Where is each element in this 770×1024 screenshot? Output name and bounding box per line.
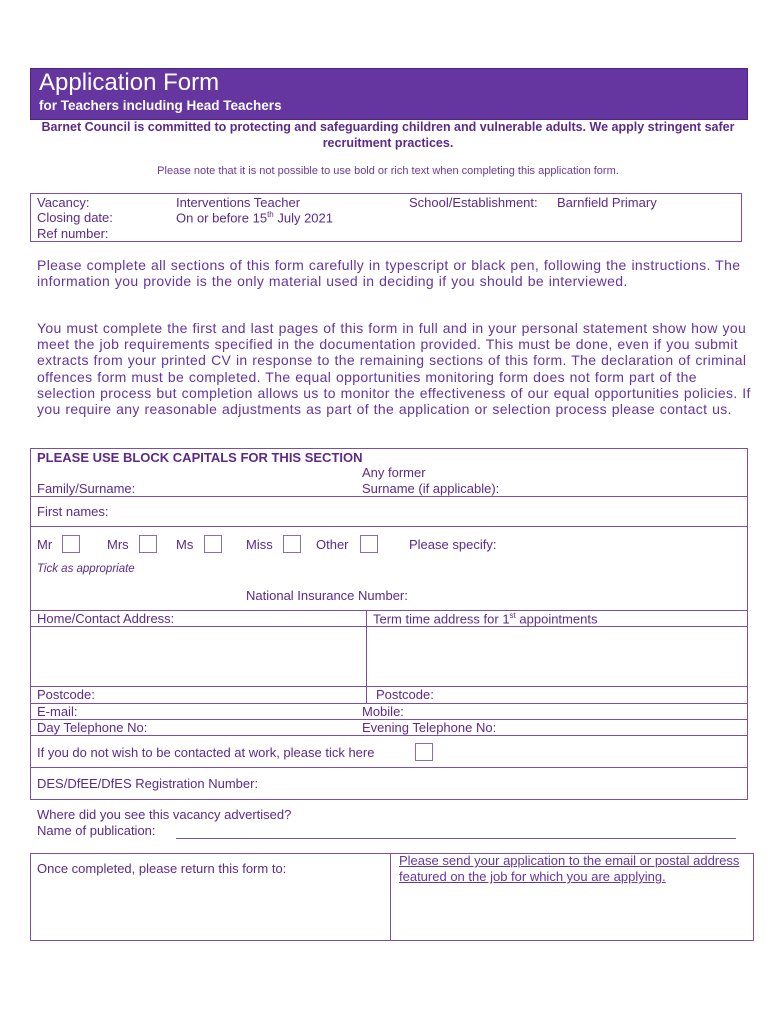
title-ms-label: Ms bbox=[176, 537, 194, 552]
divider bbox=[366, 610, 367, 704]
plain-text-note: Please note that it is not possible to use bold or rich text when completing this application form. bbox=[157, 165, 619, 177]
form-title: Application Form bbox=[39, 69, 220, 96]
evening-telephone-label[interactable]: Evening Telephone No: bbox=[362, 720, 497, 735]
return-label: Once completed, please return this form to: bbox=[37, 861, 287, 876]
block-capitals-heading: PLEASE USE BLOCK CAPITALS FOR THIS SECTION bbox=[37, 450, 363, 465]
title-mrs-checkbox[interactable] bbox=[139, 535, 157, 553]
divider bbox=[30, 526, 748, 527]
title-miss-label: Miss bbox=[246, 537, 273, 552]
title-mrs-label: Mrs bbox=[107, 537, 129, 552]
closing-date-label: Closing date: bbox=[37, 210, 113, 225]
title-mr-label: Mr bbox=[37, 537, 53, 552]
divider bbox=[30, 496, 748, 497]
divider bbox=[390, 853, 391, 940]
please-specify-label[interactable]: Please specify: bbox=[409, 537, 497, 552]
registration-number-label[interactable]: DES/DfEE/DfES Registration Number: bbox=[37, 776, 259, 791]
safeguarding-statement: Barnet Council is committed to protecting and safeguarding children and vulnerable adults. We apply stringent safer recruitment practices. bbox=[41, 120, 735, 150]
family-name-label[interactable]: Family/Surname: bbox=[37, 481, 136, 496]
instructions-paragraph-2: You must complete the first and last pages of this form in full and in your personal statement show how you meet the job requirements specified in the documentation provided. This must be done, even if you submit extracts from your printed CV in response to the remaining sections of this form. The declaration of criminal offences form must be completed. The equal opportunities monitoring form does not form part of the selection process but completion allows us to monitor the effectiveness of our equal opportunities policies. If you require any reasonable adjustments as part of the application or selection process please contact us. bbox=[37, 320, 751, 418]
divider bbox=[30, 767, 748, 768]
former-surname-label-line1: Any former bbox=[362, 465, 426, 480]
title-other-label: Other bbox=[316, 537, 349, 552]
vacancy-value[interactable]: Interventions Teacher bbox=[176, 195, 301, 210]
vacancy-label: Vacancy: bbox=[37, 195, 90, 210]
publication-label: Name of publication: bbox=[37, 823, 156, 838]
title-miss-checkbox[interactable] bbox=[283, 535, 301, 553]
ni-number-label[interactable]: National Insurance Number: bbox=[246, 588, 408, 603]
email-label[interactable]: E-mail: bbox=[37, 704, 78, 719]
divider bbox=[30, 735, 748, 736]
no-work-contact-checkbox[interactable] bbox=[415, 743, 433, 761]
term-address-field[interactable] bbox=[368, 627, 746, 685]
first-names-label[interactable]: First names: bbox=[37, 504, 109, 519]
term-postcode-label[interactable]: Postcode: bbox=[376, 687, 434, 702]
home-postcode-label[interactable]: Postcode: bbox=[37, 687, 95, 702]
term-address-label: Term time address for 1st appointments bbox=[373, 611, 598, 627]
publication-input-line[interactable] bbox=[176, 838, 736, 839]
school-label: School/Establishment: bbox=[409, 195, 538, 210]
advert-source-question: Where did you see this vacancy advertised? bbox=[37, 807, 292, 822]
instructions-paragraph-1: Please complete all sections of this form carefully in typescript or black pen, following the instructions. The information you provide is the only material used in deciding if you should be interviewed. bbox=[37, 257, 741, 290]
title-mr-checkbox[interactable] bbox=[62, 535, 80, 553]
home-address-label: Home/Contact Address: bbox=[37, 611, 175, 626]
tick-note: Tick as appropriate bbox=[37, 563, 135, 575]
return-instructions-link[interactable]: Please send your application to the email or postal address featured on the job for which you are applying. bbox=[399, 853, 740, 884]
form-header bbox=[30, 68, 748, 120]
no-work-contact-label: If you do not wish to be contacted at work, please tick here bbox=[37, 745, 375, 760]
day-telephone-label[interactable]: Day Telephone No: bbox=[37, 720, 148, 735]
school-value[interactable]: Barnfield Primary bbox=[557, 195, 657, 210]
title-ms-checkbox[interactable] bbox=[204, 535, 222, 553]
ref-number-label: Ref number: bbox=[37, 226, 109, 241]
former-surname-label-line2[interactable]: Surname (if applicable): bbox=[362, 481, 500, 496]
mobile-label[interactable]: Mobile: bbox=[362, 704, 404, 719]
home-address-field[interactable] bbox=[31, 627, 366, 685]
form-subtitle: for Teachers including Head Teachers bbox=[39, 98, 282, 113]
title-other-checkbox[interactable] bbox=[360, 535, 378, 553]
closing-date-value[interactable]: On or before 15th July 2021 bbox=[176, 210, 333, 226]
